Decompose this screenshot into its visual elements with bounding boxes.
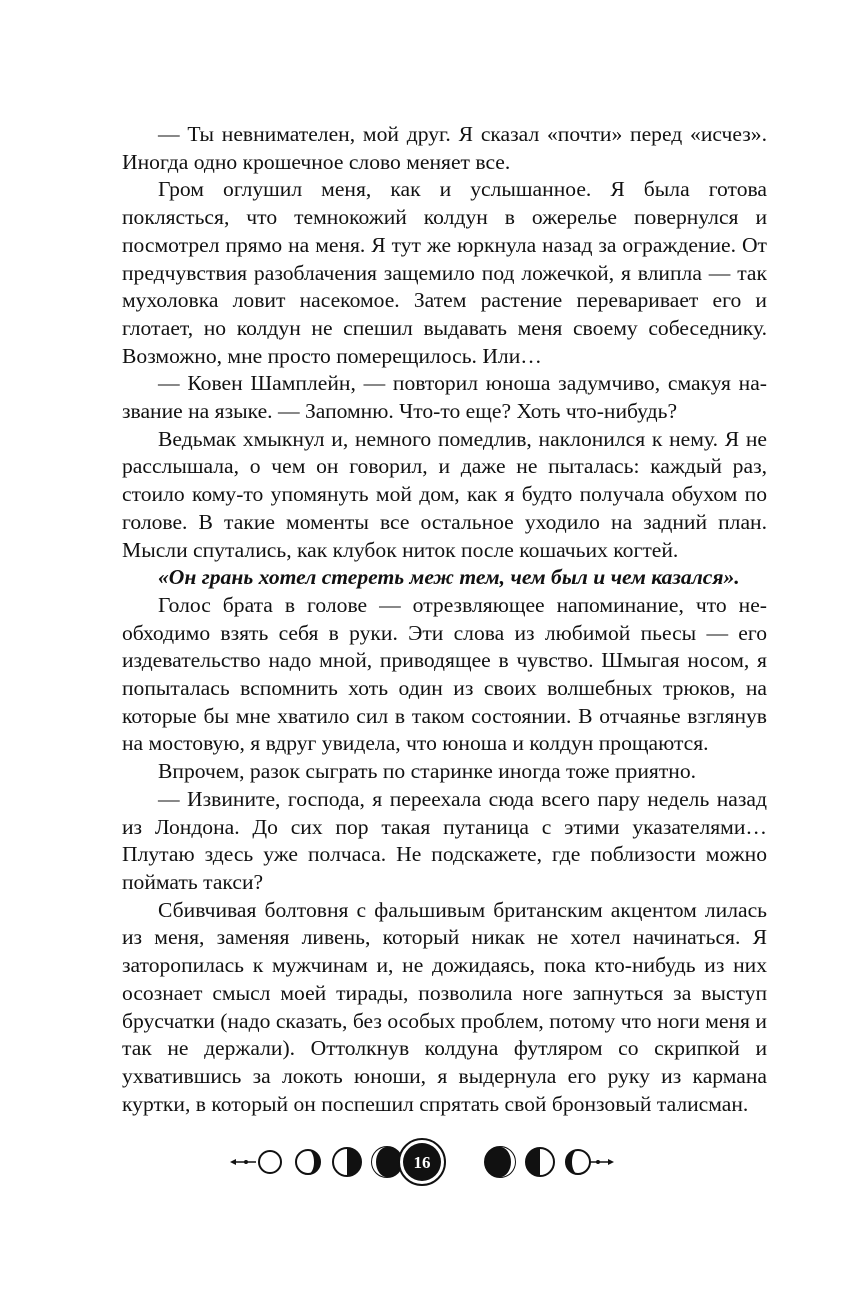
paragraph: Ведьмак хмыкнул и, немного помедлив, наклонился к нему. Я не расслышала, о чем он говорил, и даже не пыталась: каждый раз, стоило кому-то упомянуть мой дом, как я будто получала обухом по голове. В такие моменты все остальное уходило на задний план. Мысли спутались, как клубок ниток после кошачьих когтей. <box>122 426 767 562</box>
paragraph: — Извините, господа, я переехала сюда всего пару недель назад из Лондона. До сих пор такая путаница с этими указателями… Плутаю здесь уже полчаса. Не подскажете, где поблизости можно поймать такси? <box>122 786 767 894</box>
page-number: 16 <box>413 1153 431 1172</box>
ornament-arrow-right <box>608 1159 614 1165</box>
paragraph: Гром оглушил меня, как и услышанное. Я была готова поклясться, что темнокожий колдун в ожерелье повернулся и посмотрел прямо на меня. Я тут же юркнула назад за ограждение. От предчувствия разоблачения защемило под ложечкой, я влипла — так мухоловка ловит насекомое. Затем растение переваривает его и глотает, но колдун не спешил выдавать меня своему собеседнику. Возможно, мне просто померещилось. Или… <box>122 177 767 368</box>
paragraph: Сбивчивая болтовня с фальшивым британским акцентом лилась из меня, заменяя ливень, который никак не хотел начинаться. Я заторопилась к мужчинам и, не дожидаясь, пока кто-нибудь из них осознает смысл моей тирады, позволила ноге запнуться за выступ брусчатки (надо сказать, без особых проблем, потому что ноги меня и так не держали). Оттолкнув колдуна футляром со скрипкой и ухватившись за локоть юноши, я выдернула его руку из кармана куртки, в который он поспешил спрятать свой бронзовый талисман. <box>122 897 767 1116</box>
moon-phases-ornament-icon <box>0 1135 844 1195</box>
paragraph: Впрочем, разок сыграть по старинке иногда тоже приятно. <box>158 759 697 784</box>
ornament-dot-left <box>244 1160 248 1164</box>
waxing-gibbous-icon <box>566 1150 590 1174</box>
crescent-moon-icon <box>485 1147 515 1177</box>
paragraph: — Ковен Шамплейн, — повторил юноша задумчиво, смакуя название на языке. — Запомню. Что-то еще? Хоть что-нибудь? <box>122 371 767 424</box>
full-moon-icon <box>259 1151 281 1173</box>
half-moon-icon <box>333 1148 361 1176</box>
paragraph: Голос брата в голове — отрезвляющее напоминание, что необходимо взять себя в руки. Эти слова из любимой пьесы — его издевательство надо мной, приводящее в чувство. Шмыгая носом, я попыталась вспомнить хоть один из своих волшебных трюков, на которые бы мне хватило сил в таком состоянии. В отчаянье взглянув на мостовую, я вдруг увидела, что юноша и колдун прощаются. <box>122 592 767 756</box>
italic-quote: «Он грань хотел стереть меж тем, чем был и чем казался». <box>158 565 740 590</box>
page-number-badge <box>399 1139 445 1185</box>
paragraph: — Ты невнимателен, мой друг. Я сказал «почти» перед «исчез». Иногда одно крошечное слово меняет все. <box>122 122 767 174</box>
page-footer <box>0 1135 844 1195</box>
half-moon-icon <box>526 1148 554 1176</box>
crescent-moon-icon <box>372 1147 402 1177</box>
ornament-arrow-left <box>230 1159 236 1165</box>
ornament-dot-right <box>596 1160 600 1164</box>
page-body <box>122 121 767 1118</box>
waning-gibbous-icon <box>296 1150 320 1174</box>
